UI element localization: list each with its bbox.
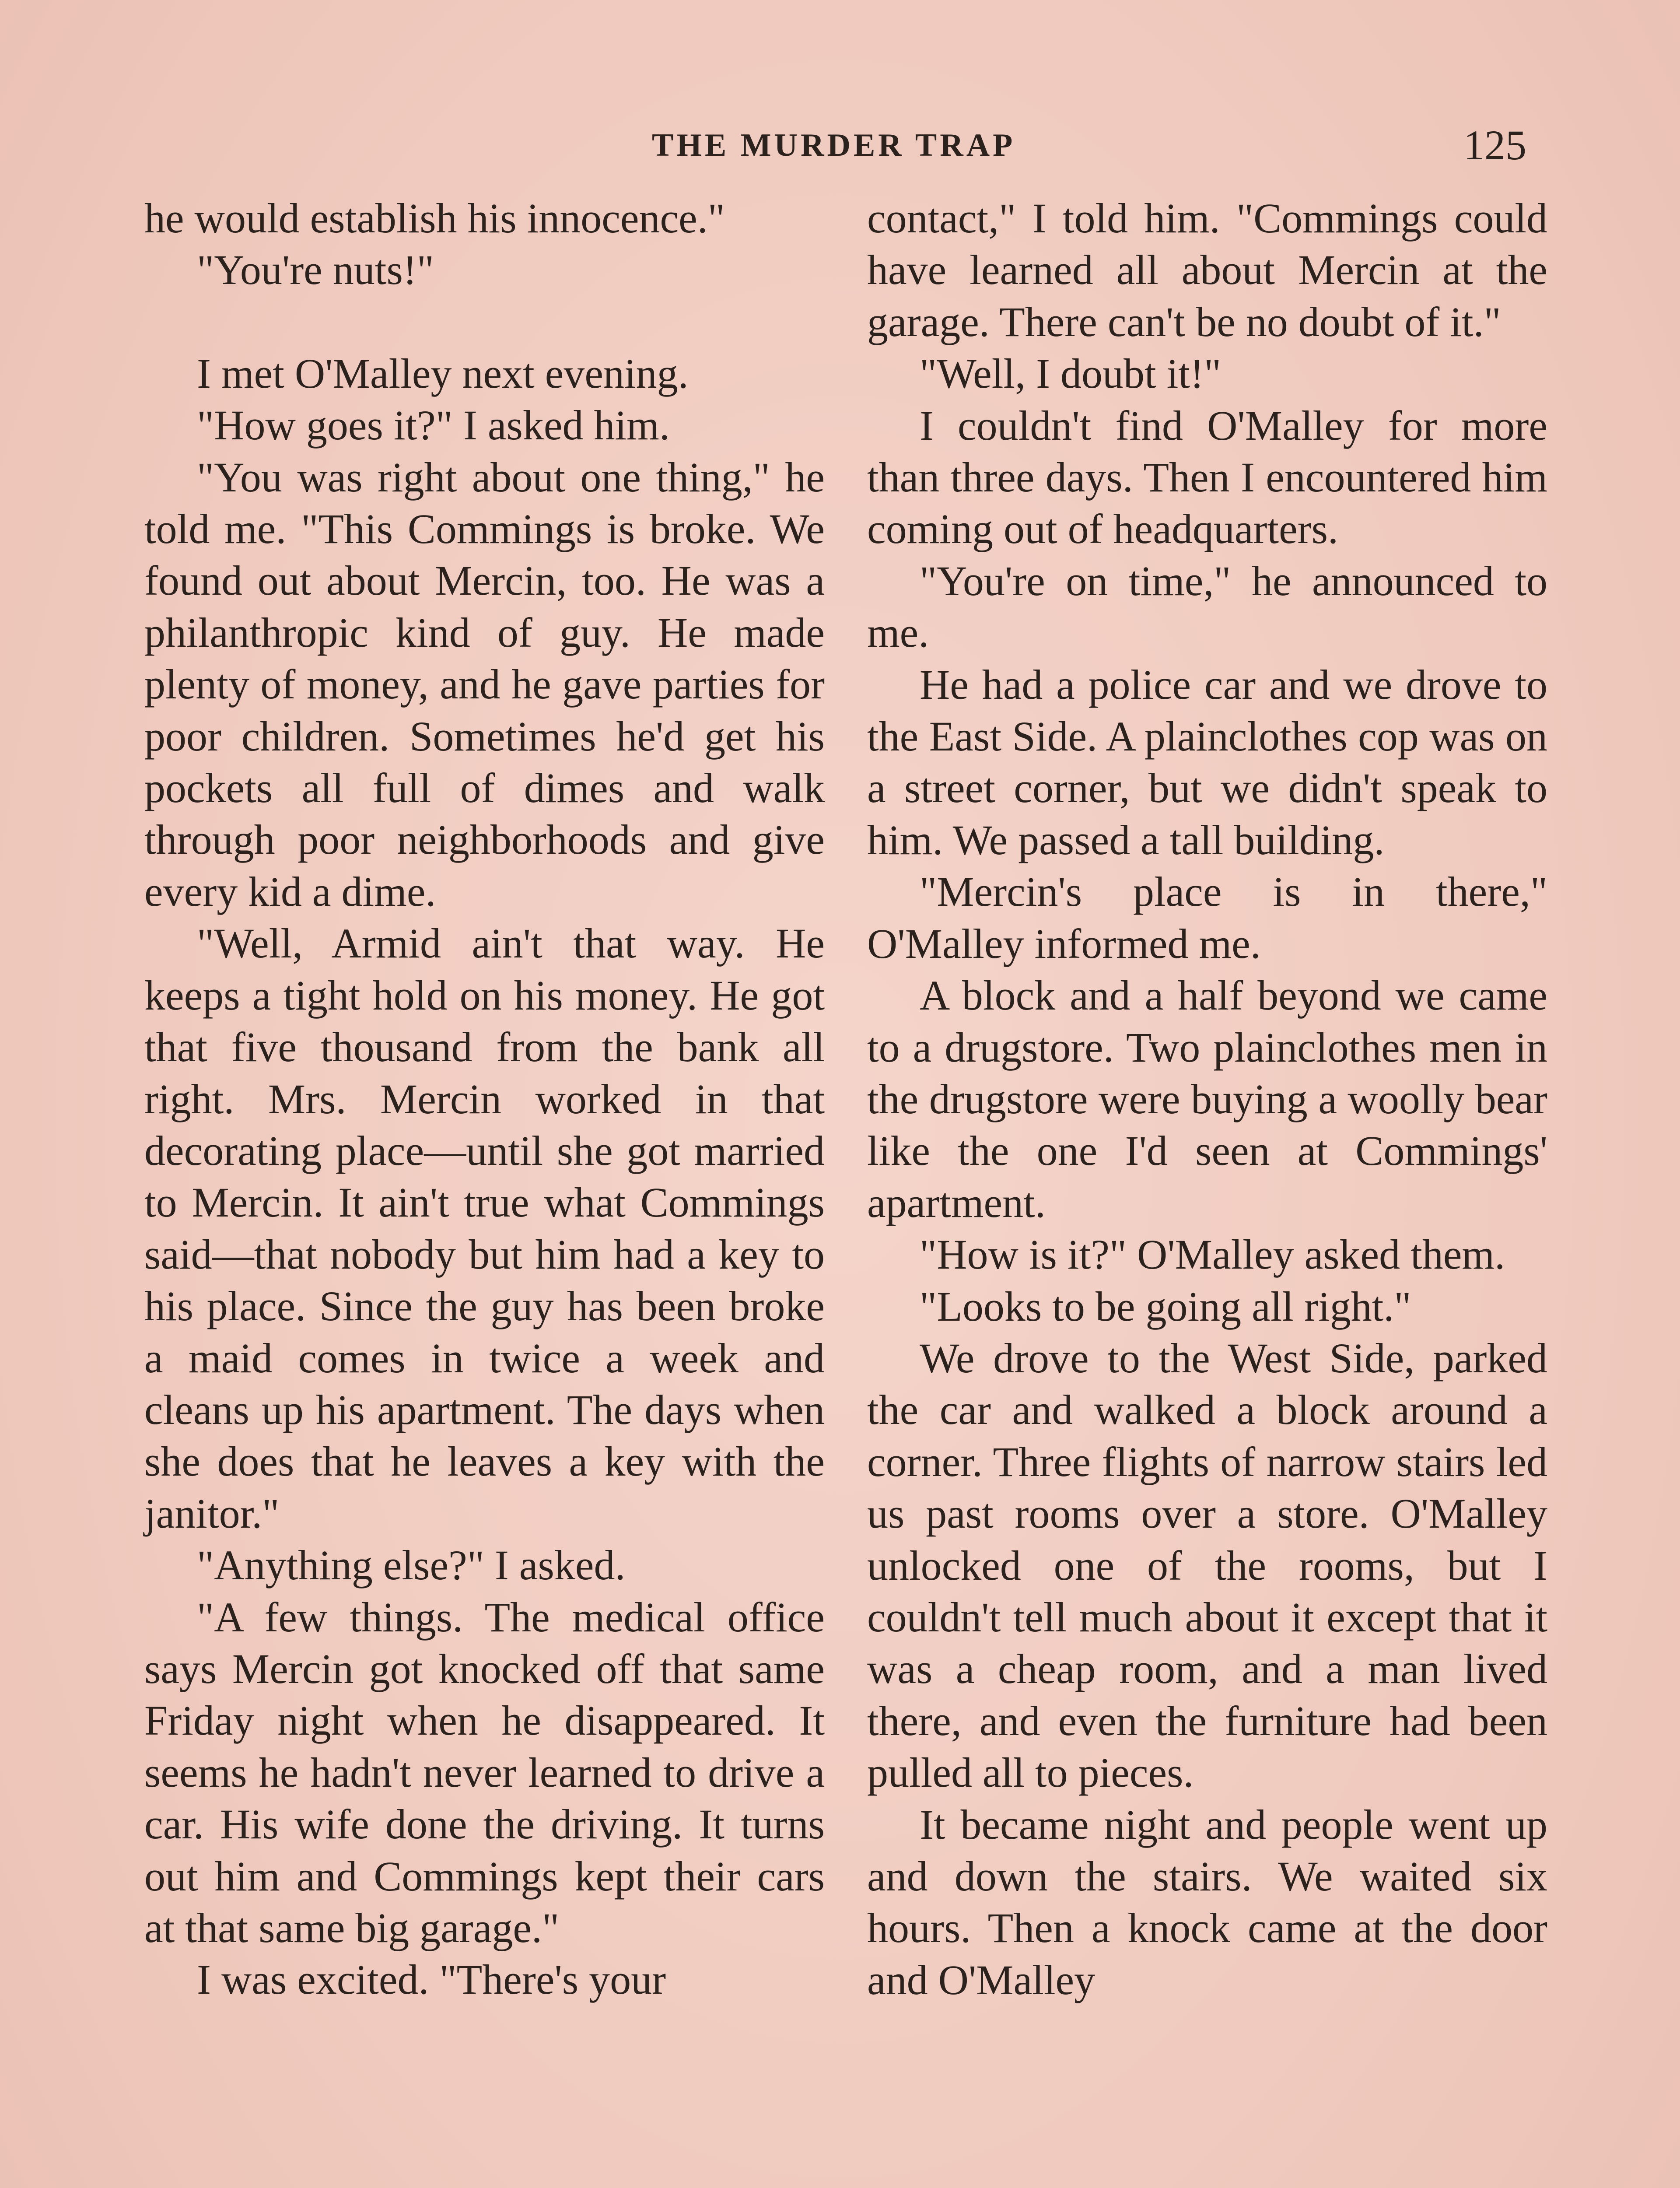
running-title: THE MURDER TRAP	[652, 127, 1016, 163]
paragraph: "How is it?" O'Malley asked them.	[920, 1231, 1505, 1278]
paragraph: "How goes it?" I asked him.	[197, 402, 670, 449]
paragraph: He had a police car and we drove to the East Side. A plainclothes cop was on a street corner, but we didn't speak to him. We passed a tall building.	[867, 661, 1547, 863]
left-column	[144, 193, 825, 2006]
paragraph: "You're on time," he announced to me.	[867, 557, 1547, 656]
paragraph: "Well, I doubt it!"	[920, 350, 1222, 397]
paragraph: "Looks to be going all right."	[920, 1283, 1411, 1330]
paragraph: "You're nuts!"	[197, 246, 434, 294]
paragraph: I couldn't find O'Malley for more than three days. Then I encountered him coming out of headquarters.	[867, 402, 1547, 553]
page-header	[0, 122, 1680, 175]
right-column	[867, 193, 1547, 2006]
paragraph: "Anything else?" I asked.	[197, 1542, 626, 1589]
paragraph: "Well, Armid ain't that way. He keeps a tight hold on his money. He got that five thousand from the bank all right. Mrs. Mercin worked in that decorating place—until she got married to Mercin. It ain't true what Commings said—that nobody but him had a key to his place. Since the guy has been broke a maid comes in twice a week and cleans up his apartment. The days when she does that he leaves a key with the janitor."	[144, 920, 825, 1537]
paragraph: We drove to the West Side, parked the car and walked a block around a corner. Three flights of narrow stairs led us past rooms over a store. O'Malley unlocked one of the rooms, but I couldn't tell much about it except that it was a cheap room, and a man lived there, and even the furniture had been pulled all to pieces.	[867, 1334, 1547, 1796]
paragraph: A block and a half beyond we came to a drugstore. Two plainclothes men in the drugstore were buying a woolly bear like the one I'd seen at Commings' apartment.	[867, 972, 1547, 1226]
paragraph: "Mercin's place is in there," O'Malley informed me.	[867, 868, 1547, 967]
paragraph: I was excited. "There's your	[197, 1956, 666, 2003]
page-number: 125	[1463, 122, 1526, 168]
paragraph: contact," I told him. "Commings could have learned all about Mercin at the garage. There can't be no doubt of it."	[867, 195, 1547, 345]
paragraph: It became night and people went up and down the stairs. We waited six hours. Then a knock came at the door and O'Malley	[867, 1801, 1547, 2003]
paragraph: "You was right about one thing," he told me. "This Commings is broke. We found out about Mercin, too. He was a philanthropic kind of guy. He made plenty of money, and he gave parties for poor children. Sometimes he'd get his pockets all full of dimes and walk through poor neighborhoods and give every kid a dime.	[144, 453, 825, 915]
paragraph: he would establish his innocence."	[144, 195, 725, 242]
paragraph: "A few things. The medical office says Mercin got knocked off that same Friday night when he disappeared. It seems he hadn't never learned to drive a car. His wife done the driving. It turns out him and Commings kept their cars at that same big garage."	[144, 1593, 825, 1951]
paragraph: I met O'Malley next evening.	[197, 350, 689, 397]
